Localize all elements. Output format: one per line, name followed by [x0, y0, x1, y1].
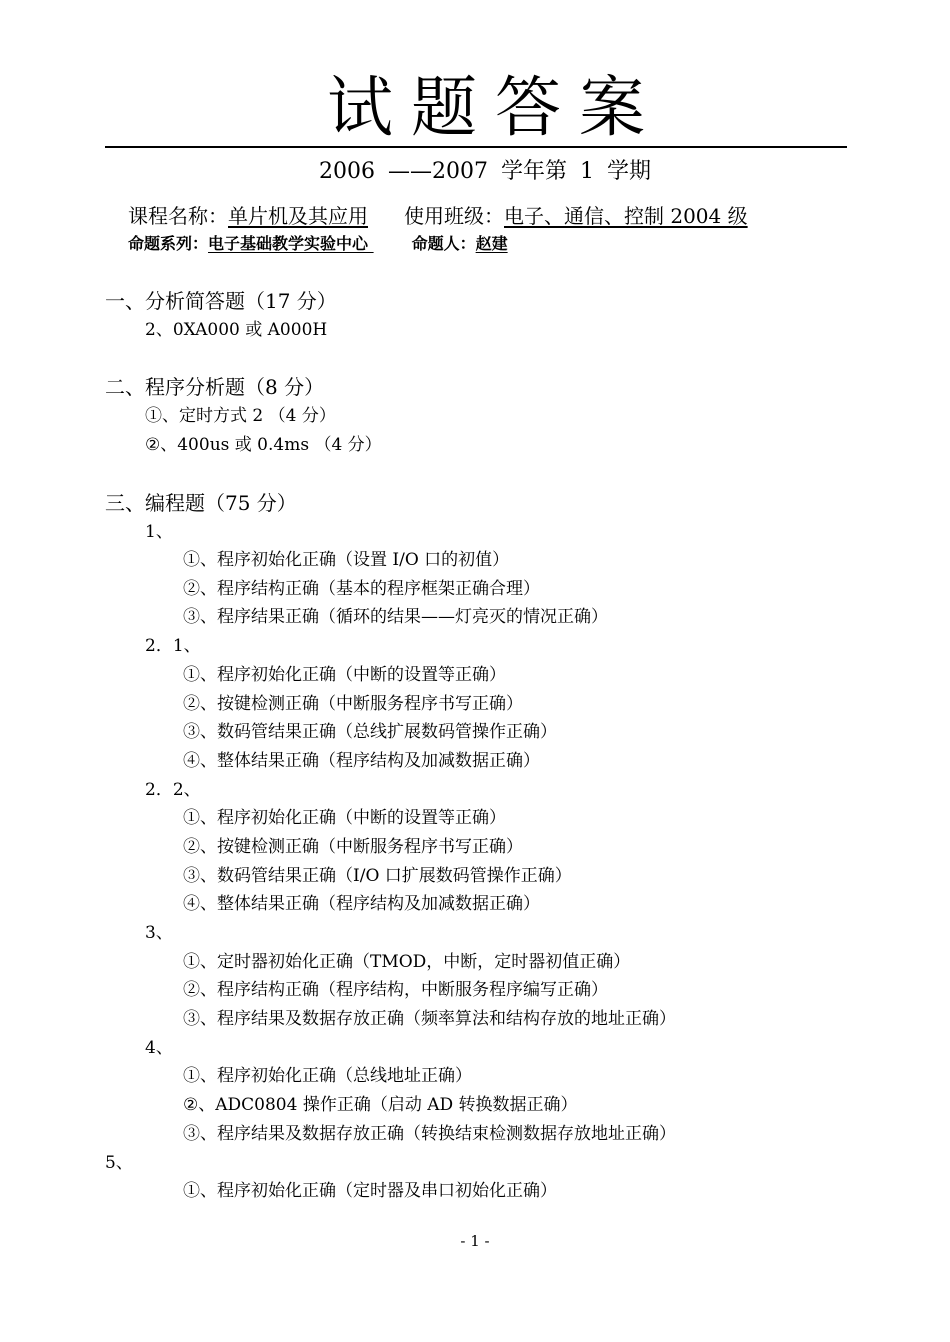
answer-line: ①、程序初始化正确（定时器及串口初始化正确） — [183, 1181, 557, 1201]
department-label: 命题系列： — [128, 234, 209, 253]
answer-line: ①、程序初始化正确（总线地址正确） — [183, 1066, 472, 1086]
answer-line: ②、400us 或 0.4ms （4 分） — [145, 435, 382, 455]
course-name-value: 单片机及其应用 — [228, 204, 368, 228]
answer-line: ①、程序初始化正确（设置 I/O 口的初值） — [183, 550, 510, 570]
class-label: 使用班级： — [404, 204, 504, 228]
answer-line: 3、 — [145, 923, 173, 943]
section-heading: 三、编程题（75 分） — [105, 491, 297, 515]
answer-line: ③、数码管结果正确（总线扩展数码管操作正确） — [183, 722, 557, 742]
answer-line: ①、程序初始化正确（中断的设置等正确） — [183, 808, 506, 828]
answer-line: ③、程序结果及数据存放正确（频率算法和结构存放的地址正确） — [183, 1009, 676, 1029]
answer-line: ④、整体结果正确（程序结构及加减数据正确） — [183, 894, 540, 914]
answer-line: ②、ADC0804 操作正确（启动 AD 转换数据正确） — [183, 1095, 578, 1115]
author-label: 命题人： — [411, 234, 476, 253]
page-number: - 1 - — [460, 1232, 490, 1250]
class-value: 电子、通信、控制 2004 级 — [504, 204, 748, 228]
answer-line: 1、 — [145, 522, 173, 542]
section-heading: 二、程序分析题（8 分） — [105, 375, 325, 399]
document-title: 试题答案 — [327, 69, 663, 146]
answer-line: ②、按键检测正确（中断服务程序书写正确） — [183, 694, 523, 714]
answer-line: ②、按键检测正确（中断服务程序书写正确） — [183, 837, 523, 857]
answer-line: ②、程序结构正确（基本的程序框架正确合理） — [183, 579, 540, 599]
answer-line: ③、程序结果及数据存放正确（转换结束检测数据存放地址正确） — [183, 1124, 676, 1144]
answer-line: 5、 — [105, 1153, 133, 1173]
department-value: 电子基础教学实验中心 — [208, 234, 374, 253]
author-value: 赵建 — [475, 234, 508, 253]
section-heading: 一、分析简答题（17 分） — [105, 289, 337, 313]
answer-line: ③、数码管结果正确（I/O 口扩展数码管操作正确） — [183, 866, 572, 886]
title-rule — [105, 146, 847, 148]
answer-line: ②、程序结构正确（程序结构，中断服务程序编写正确） — [183, 980, 608, 1000]
course-name-label: 课程名称： — [128, 204, 228, 228]
answer-line: 4、 — [145, 1038, 173, 1058]
academic-term: 2006 ——2007 学年第 1 学期 — [319, 159, 651, 184]
answer-line: ③、程序结果正确（循环的结果——灯亮灭的情况正确） — [183, 607, 608, 627]
answer-line: ①、定时方式 2 （4 分） — [145, 406, 336, 426]
author-info-line — [128, 233, 508, 255]
answer-line: 2、0XA000 或 A000H — [145, 320, 328, 340]
answer-line: 2．1、 — [145, 636, 201, 656]
answer-line: ①、定时器初始化正确（TMOD，中断，定时器初值正确） — [183, 952, 631, 972]
course-info-line — [128, 202, 748, 230]
answer-line: ①、程序初始化正确（中断的设置等正确） — [183, 665, 506, 685]
answer-line: 2．2、 — [145, 780, 201, 800]
answer-line: ④、整体结果正确（程序结构及加减数据正确） — [183, 751, 540, 771]
